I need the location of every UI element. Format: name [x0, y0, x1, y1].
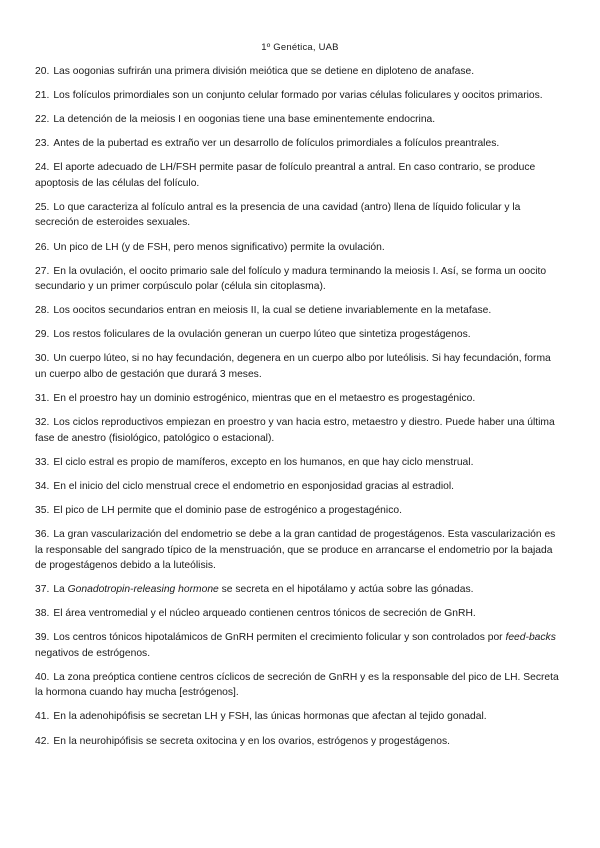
statement-item [35, 582, 565, 598]
statement-text: Los ciclos reproductivos empiezan en proestro y van hacia estro, metaestro y diestro. Puede haber una última fase de anestro (fisiológico, patológico o estacional). [35, 417, 555, 444]
statement-number: 24. [35, 162, 50, 174]
statement-number: 25. [35, 201, 50, 213]
statement-item [35, 527, 565, 574]
statement-item [35, 734, 565, 750]
statement-text: El área ventromedial y el núcleo arqueado contienen centros tónicos de secreción de GnRH. [53, 608, 476, 620]
statement-text: En el inicio del ciclo menstrual crece el endometrio en esponjosidad gracias al estradiol. [53, 480, 454, 492]
statement-number: 34. [35, 480, 50, 492]
statement-item [35, 88, 565, 104]
statement-item [35, 112, 565, 128]
statement-number: 38. [35, 608, 50, 620]
statement-text: Los restos foliculares de la ovulación generan un cuerpo lúteo que sintetiza progestágenos. [53, 329, 471, 341]
statement-number: 32. [35, 417, 50, 429]
statement-number: 27. [35, 265, 50, 277]
statement-item [35, 160, 565, 191]
statement-number: 39. [35, 632, 50, 644]
statement-item [35, 479, 565, 495]
statement-number: 35. [35, 504, 50, 516]
statement-text: La zona preóptica contiene centros cíclicos de secreción de GnRH y es la responsable del pico de LH. Secreta la hormona cuando hay mucha [estrógenos]. [35, 671, 559, 699]
statement-item [35, 351, 565, 382]
statement-text-end: se secreta en el hipotálamo y actúa sobre las gónadas. [218, 584, 474, 596]
statement-text-start: La [53, 584, 68, 596]
statement-number: 37. [35, 584, 50, 596]
statement-text: El pico de LH permite que el dominio pase de estrogénico a progestagénico. [53, 504, 402, 516]
statement-item [35, 630, 565, 661]
statement-text: En la adenohipófisis se secretan LH y FSH, las únicas hormonas que afectan al tejido gonadal. [53, 711, 487, 723]
statement-text: La gran vascularización del endometrio se debe a la gran cantidad de progestágenos. Esta vascularización es la responsable del sangrado típico de la menstruación, que se produce en arrancarse el endometrio por la bajada de progestágenos debido a la luteólisis. [35, 529, 556, 571]
statement-item [35, 136, 565, 152]
statement-number: 20. [35, 66, 50, 77]
statement-item [35, 503, 565, 519]
statement-text: Un cuerpo lúteo, si no hay fecundación, degenera en un cuerpo albo por luteólisis. Si hay fecundación, forma un cuerpo albo de gestación que durará 3 meses. [35, 353, 551, 380]
statement-number: 36. [35, 529, 50, 540]
statement-text: En la neurohipófisis se secreta oxitocina y en los ovarios, estrógenos y progestágenos. [53, 735, 450, 747]
statement-item [35, 200, 565, 231]
statement-text: El aporte adecuado de LH/FSH permite pasar de folículo preantral a antral. En caso contrario, se produce apoptosis de las células del folículo. [35, 162, 536, 189]
statement-number: 22. [35, 114, 50, 126]
statement-number: 29. [35, 329, 50, 341]
statement-text: El ciclo estral es propio de mamíferos, excepto en los humanos, en que hay ciclo menstrual. [53, 456, 474, 468]
statement-item [35, 455, 565, 471]
statement-text: En la ovulación, el oocito primario sale del folículo y madura terminando la meiosis I. Así, se forma un oocito secundario y un primer corpúsculo polar (célula sin citoplasma). [35, 265, 547, 293]
statement-item [35, 670, 565, 701]
statement-item [35, 391, 565, 407]
statement-number: 28. [35, 305, 50, 317]
statement-text: Los folículos primordiales son un conjunto celular formado por varias células foliculares y oocitos primarios. [53, 90, 543, 102]
statement-list [35, 64, 565, 758]
statement-text: En el proestro hay un dominio estrogénico, mientras que en el metaestro es progestagénico. [53, 393, 476, 405]
statement-text: Un pico de LH (y de FSH, pero menos significativo) permite la ovulación. [53, 241, 385, 253]
statement-text-italic: feed-backs [505, 632, 556, 644]
statement-item [35, 264, 565, 295]
statement-number: 26. [35, 241, 50, 253]
statement-item [35, 64, 565, 80]
statement-item [35, 303, 565, 319]
statement-text: Los oocitos secundarios entran en meiosis II, la cual se detiene invariablemente en la metafase. [53, 305, 492, 317]
statement-item [35, 709, 565, 725]
statement-item [35, 240, 565, 256]
statement-text: Antes de la pubertad es extraño ver un desarrollo de folículos primordiales a folículos preantrales. [53, 138, 500, 150]
statement-number: 40. [35, 671, 50, 683]
statement-text-end: negativos de estrógenos. [35, 647, 151, 659]
page-header: 1º Genética, UAB [261, 42, 339, 53]
statement-text-start: Los centros tónicos hipotalámicos de GnRH permiten el crecimiento folicular y son controlados por [53, 632, 506, 644]
statement-number: 21. [35, 90, 50, 102]
statement-text: Las oogonias sufrirán una primera división meiótica que se detiene en diploteno de anafase. [53, 66, 475, 77]
statement-item [35, 606, 565, 622]
statement-item [35, 415, 565, 446]
statement-text-italic: Gonadotropin-releasing hormone [67, 584, 219, 596]
statement-number: 31. [35, 393, 50, 405]
statement-number: 42. [35, 735, 50, 747]
statement-number: 30. [35, 353, 50, 365]
statement-number: 33. [35, 456, 50, 468]
statement-item [35, 327, 565, 343]
statement-text: Lo que caracteriza al folículo antral es la presencia de una cavidad (antro) llena de líquido folicular y la secreción de esteroides sexuales. [35, 201, 521, 229]
statement-number: 23. [35, 138, 50, 150]
statement-text: La detención de la meiosis I en oogonias tiene una base eminentemente endocrina. [53, 114, 436, 126]
statement-number: 41. [35, 711, 50, 723]
